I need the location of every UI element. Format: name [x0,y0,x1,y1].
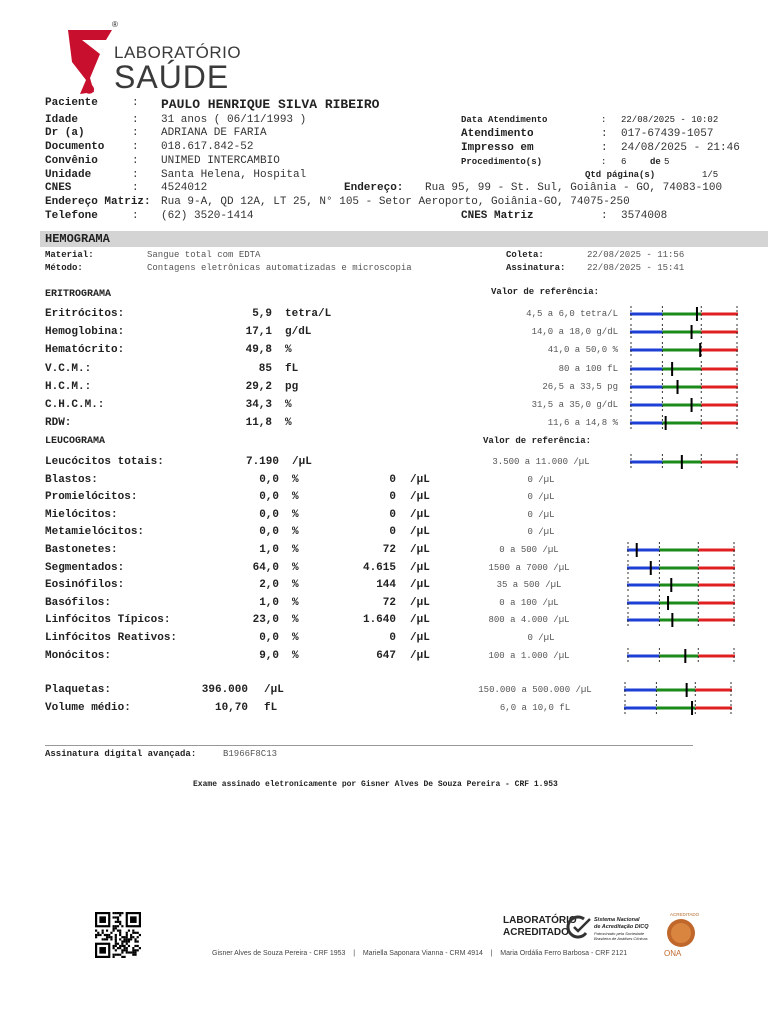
age-label: Idade [45,114,79,126]
document-sep: : [132,141,139,153]
reference-range: 0 /µL [527,633,555,643]
result-value: 11,8 [245,417,272,430]
result-absolute-unit: /µL [410,526,430,539]
range-bar [627,577,735,593]
lab-logo [60,20,240,96]
eritrograma-ref-title: Valor de referência: [491,287,600,297]
result-relative-unit: % [292,508,299,521]
procedures-total: 5 [664,157,670,167]
printed-value: 24/08/2025 - 21:46 [621,142,740,154]
procedures-value: 6 [621,157,627,167]
result-relative-unit: % [292,596,299,609]
result-unit: tetra/L [285,308,332,320]
insurance-value: UNIMED INTERCAMBIO [161,155,280,167]
attendance-date-sep: : [601,115,607,125]
reference-range: 4,5 a 6,0 tetra/L [526,309,618,319]
result-relative: 0,0 [259,632,279,644]
digital-signature-value: B1966F8C13 [223,749,278,759]
signature-time-value: 22/08/2025 - 15:41 [587,263,685,273]
result-absolute-unit: /µL [410,561,430,574]
age-value: 31 anos ( 06/11/1993 ) [161,114,307,126]
result-name: Mielócitos: [45,508,118,521]
result-relative-unit: % [292,473,299,486]
reference-range: 0 /µL [527,474,555,485]
result-absolute: 72 [382,544,396,556]
document-label: Documento [45,141,105,153]
result-absolute: 72 [382,596,396,609]
method-value: Contagens eletrônicas automatizadas e microscopia [147,263,412,273]
reference-range: 80 a 100 fL [558,363,618,374]
signature-divider [45,745,693,746]
range-bar [627,560,735,576]
result-relative-unit: % [292,579,299,592]
result-name: Leucócitos totais: [45,456,164,468]
result-name: C.H.C.M.: [45,399,105,411]
unit-label: Unidade [45,169,92,181]
result-name: Promielócitos: [45,491,138,504]
result-absolute: 0 [389,526,396,539]
doctor-label: Dr (a) [45,127,85,139]
result-unit: g/dL [285,326,312,339]
result-name: Volume médio: [45,702,131,714]
unit-value: Santa Helena, Hospital [161,169,307,181]
result-unit: pg [285,380,299,393]
reference-range: 26,5 a 33,5 pg [542,381,618,392]
cnes-hq-label: CNES Matriz [461,210,534,222]
reference-range: 0 a 500 /µL [499,545,559,555]
reference-range: 11,6 a 14,8 % [547,418,618,429]
range-bar [624,700,732,716]
insurance-sep: : [132,155,139,167]
range-bar [630,379,738,395]
range-bar [630,454,738,470]
result-relative: 0,0 [259,508,279,521]
phone-value: (62) 3520-1414 [161,210,254,222]
attendance-id-value: 017-67439-1057 [621,128,714,140]
result-unit: % [285,344,292,357]
result-name: V.C.M.: [45,362,92,375]
result-absolute-unit: /µL [410,473,430,486]
reference-range: 3.500 a 11.000 /µL [492,457,590,467]
result-relative: 1,0 [259,596,279,609]
result-name: Segmentados: [45,561,125,574]
result-relative-unit: % [292,649,299,662]
unit-sep: : [132,169,139,181]
range-bar [630,415,738,431]
attendance-id-sep: : [601,128,608,140]
address-hq-value: Rua 9-A, QD 12A, LT 25, N° 105 - Setor Aeroporto, Goiânia-GO, 74075-250 [161,196,630,208]
attendance-date-label: Data Atendimento [461,115,548,125]
method-label: Método: [45,263,83,273]
range-bar [627,612,735,628]
result-absolute: 647 [376,649,396,662]
result-name: Monócitos: [45,649,112,662]
logo-brand-top: LABORATÓRIO [114,43,242,62]
result-name: Linfócitos Reativos: [45,632,178,644]
result-name: RDW: [45,417,72,430]
result-absolute-unit: /µL [410,508,430,521]
result-relative: 23,0 [252,614,279,627]
procedures-de: de [650,157,661,167]
range-bar [630,397,738,413]
result-relative-unit: % [292,561,299,574]
cnes-label: CNES [45,182,72,194]
ona-seal-icon [666,918,696,948]
result-relative-unit: /µL [292,456,312,468]
result-relative-unit: % [292,614,299,627]
range-bar [627,595,735,611]
accredited-line-1: LABORATÓRIO [503,915,577,926]
dicq-line-4: Brasileira de Análises Clínicas [594,936,648,941]
result-absolute: 0 [389,508,396,521]
result-value: 34,3 [245,399,272,411]
result-absolute: 0 [389,473,396,486]
page-count-value: 1/5 [702,170,719,180]
responsible-staff: Gisner Alves de Souza Pereira - CRF 1953 | Mariella Saponara Vianna - CRM 4914 | Maria Ordália Ferro Barbosa - CRF 2121 [212,950,628,957]
patient-name-sep: : [132,97,139,109]
printed-label: Impresso em [461,142,534,154]
result-name: Bastonetes: [45,544,118,556]
result-absolute-unit: /µL [410,491,430,504]
result-relative: 0,0 [259,526,279,539]
result-value: 85 [258,362,272,375]
logo-brand-main: SAÚDE [114,59,230,95]
insurance-label: Convênio [45,155,98,167]
qr-code-icon [95,912,141,958]
reference-range: 0 /µL [527,509,555,520]
printed-sep: : [601,142,608,154]
eritrograma-title: ERITROGRAMA [45,289,112,300]
phone-sep: : [132,210,139,222]
collection-value: 22/08/2025 - 11:56 [587,250,685,260]
result-value: 5,9 [252,308,272,320]
cnes-value: 4524012 [161,182,208,194]
reference-range: 31,5 a 35,0 g/dL [531,400,618,410]
reference-range: 150.000 a 500.000 /µL [478,685,592,695]
result-unit: fL [285,362,299,375]
result-name: Hematócrito: [45,344,125,357]
result-value: 10,70 [214,702,248,714]
leucograma-title: LEUCOGRAMA [45,436,106,447]
material-value: Sangue total com EDTA [147,250,261,260]
reference-range: 41,0 a 50,0 % [547,345,618,356]
patient-name: PAULO HENRIQUE SILVA RIBEIRO [161,97,380,112]
leucograma-ref-title: Valor de referência: [483,436,592,446]
dicq-check-icon [566,915,592,939]
result-relative: 2,0 [259,579,279,592]
reference-range: 100 a 1.000 /µL [488,650,570,661]
result-unit: % [285,399,292,411]
address-hq-label: Endereço Matriz: [45,196,151,208]
signature-note: Exame assinado eletronicamente por Gisner Alves De Souza Pereira - CRF 1.953 [193,780,558,789]
document-value: 018.617.842-52 [161,141,254,153]
cnes-hq-value: 3574008 [621,210,668,222]
range-bar [630,361,738,377]
doctor-value: ADRIANA DE FARIA [161,127,267,139]
accredited-line-2: ACREDITADO [503,927,569,938]
result-name: Metamielócitos: [45,526,145,539]
result-relative: 9,0 [259,649,279,662]
reference-range: 35 a 500 /µL [496,580,562,591]
dicq-line-3: Patrocinado pela Sociedade [594,931,645,936]
section-header-bar [40,231,768,247]
result-name: Hemoglobina: [45,326,125,339]
result-name: Basófilos: [45,596,112,609]
reference-range: 0 /µL [527,492,555,503]
reference-range: 6,0 a 10,0 fL [499,703,571,713]
ona-top-text: ACREDITADO [670,912,700,917]
result-unit: fL [264,702,278,714]
patient-name-label: Paciente [45,97,98,109]
collection-label: Coleta: [506,250,544,260]
result-relative: 64,0 [252,561,279,574]
result-absolute-unit: /µL [410,596,430,609]
doctor-sep: : [132,127,139,139]
result-absolute-unit: /µL [410,649,430,662]
phone-label: Telefone [45,210,98,222]
result-unit: /µL [264,684,284,696]
result-relative-unit: % [292,526,299,539]
result-absolute: 4.615 [362,561,396,574]
result-relative-unit: % [292,491,299,504]
logo-registered: ® [112,20,118,29]
material-label: Material: [45,250,94,260]
attendance-date-value: 22/08/2025 - 10:02 [621,115,719,125]
result-value: 49,8 [245,344,272,357]
digital-signature-label: Assinatura digital avançada: [45,749,197,759]
signature-time-label: Assinatura: [506,263,566,273]
result-relative: 1,0 [259,544,279,556]
result-value: 29,2 [245,380,272,393]
result-relative: 0,0 [259,473,279,486]
dicq-line-1: Sistema Nacional [594,917,640,923]
cnes-hq-sep: : [601,210,608,222]
procedures-sep: : [601,157,607,167]
result-absolute: 144 [376,579,396,592]
section-title: HEMOGRAMA [45,232,110,246]
result-absolute-unit: /µL [410,579,430,592]
ona-text: ONA [664,949,682,958]
result-name: Linfócitos Típicos: [45,614,171,627]
reference-range: 800 a 4.000 /µL [488,615,570,626]
result-absolute-unit: /µL [410,544,430,556]
cnes-sep: : [132,182,139,194]
reference-range: 0 /µL [527,527,555,538]
result-name: Blastos: [45,473,98,486]
address-value: Rua 95, 99 - St. Sul, Goiânia - GO, 74083-100 [425,182,723,194]
procedures-label: Procedimento(s) [461,157,543,167]
range-bar [624,682,732,698]
range-bar [627,542,735,558]
result-absolute: 0 [389,632,396,644]
result-relative-unit: % [292,544,299,556]
reference-range: 0 a 100 /µL [499,597,559,608]
result-relative: 0,0 [259,491,279,504]
result-absolute: 1.640 [362,614,396,627]
result-value: 396.000 [201,684,248,696]
result-name: Plaquetas: [45,684,112,696]
result-value: 17,1 [245,326,272,339]
ona-badge [660,912,702,964]
range-bar [630,342,738,358]
range-bar [630,324,738,340]
reference-range: 1500 a 7000 /µL [488,562,570,573]
result-relative-unit: % [292,632,299,644]
result-unit: % [285,417,292,430]
result-relative: 7.190 [245,456,279,468]
attendance-id-label: Atendimento [461,128,534,140]
result-name: Eritrócitos: [45,308,125,320]
reference-range: 14,0 a 18,0 g/dL [531,327,618,338]
dicq-line-2: de Acreditação DICQ [594,924,649,930]
result-absolute-unit: /µL [410,614,430,627]
logo-mark-icon [60,20,120,96]
page-count-label: Qtd página(s) [585,170,656,180]
result-name: Eosinófilos: [45,579,125,592]
age-sep: : [132,114,139,126]
result-absolute: 0 [389,491,396,504]
range-bar [630,306,738,322]
range-bar [627,648,735,664]
result-name: H.C.M.: [45,380,92,393]
address-label: Endereço: [344,182,404,194]
result-absolute-unit: /µL [410,632,430,644]
